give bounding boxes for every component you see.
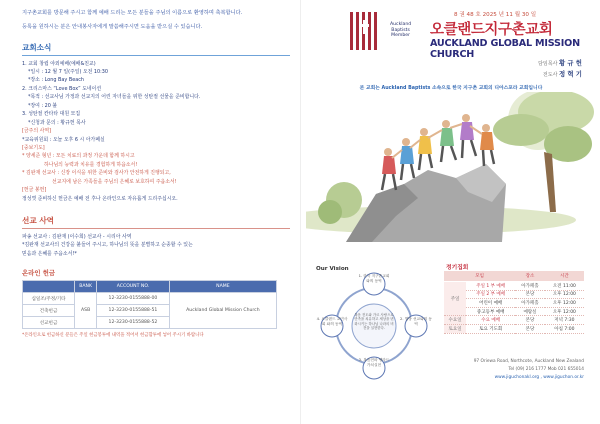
church-tagline: 본 교회는 Auckland Baptists 소속으로 한국 지구촌 교회의 디아스포라 교회입니다 (359, 86, 543, 91)
mission-section (22, 215, 290, 258)
baptists-line-3: Member (391, 33, 411, 38)
offering-account: 12-3230-0155888-52 (97, 317, 170, 329)
table-row (444, 324, 584, 333)
schedule-service: 토요 기도회 (466, 324, 515, 333)
offering-account: 12-3230-0155888-51 (97, 305, 170, 317)
offering-note: *온라인으로 헌금하신 분들은 주일 헌금봉투에 내역을 적어서 헌금함투에 넣어 주시기 바랍니다 (22, 333, 204, 339)
mission-line: 믿음과 은혜를 주옵소서!* (22, 250, 77, 257)
news-line: *장여 : 20 불 (28, 102, 58, 109)
climbing-team-illustration (306, 92, 596, 250)
welcome-line-1: 지구촌교회를 방문해 주시고 함께 예배 드리는 모든 분들을 주님의 이름으로 환영하며 축복합니다. (22, 10, 243, 16)
offering-header-blank (23, 281, 75, 293)
news-line: 2. 크리스마스 “Love Box” 도네이션 (22, 85, 102, 92)
church-address (474, 358, 584, 382)
news-line: *일시 : 12 월 7 일(주일) 오전 10:30 (28, 69, 109, 76)
issue-date: 8 권 48 호 2025 년 11 월 30 일 (454, 12, 537, 18)
schedule-day: 주일 (444, 282, 466, 316)
offering-table (22, 280, 277, 329)
schedule-time: 오후 12:00 (545, 307, 584, 316)
church-name-korean: 오클랜드지구촌교회 (430, 22, 553, 38)
news-line: [헌금 봉헌] (22, 187, 47, 194)
schedule-header-meeting: 모임 (444, 271, 515, 282)
table-row (444, 282, 584, 291)
news-line: [금주의 사역] (22, 128, 51, 135)
vision-center: 복음 전도와 가르 사랑으로 만족을 치유하고 세상을 변화시키는 하나님 나라의 비전을 실현한다. (354, 313, 394, 331)
news-line: 하나님의 능력과 치유를 경험하게 하옵소서! (44, 161, 138, 168)
mission-lines (22, 233, 290, 258)
news-section (22, 42, 290, 203)
lead-pastor (538, 58, 582, 69)
evangelist-name: 정 혁 기 (559, 70, 582, 79)
offering-account: 12-3230-0155888-00 (97, 293, 170, 305)
welcome-line-2: 등록을 원하시는 분은 안내봉사자에게 말씀해주시면 도움을 받으실 수 있습니다. (22, 23, 203, 30)
lead-pastor-label: 담임목사 (538, 61, 558, 67)
church-logo-icon (350, 12, 378, 50)
schedule-place: 아가페홀 (515, 282, 545, 291)
news-line: [중보기도] (22, 144, 45, 151)
offering-name: Auckland Global Mission Church (169, 293, 276, 329)
offering-header-account: ACCOUNT NO. (97, 281, 170, 293)
offering-header-row (23, 281, 277, 293)
vision-node-4: 4. 오클랜드 교민사회 와의 동역 (316, 317, 348, 326)
vision-node-2: 2. 열방 선교와의 동역 (400, 317, 432, 326)
evangelist (538, 69, 582, 80)
mission-line: 파송 선교사 : 김완재 (이수희) 선교사 - 시리아 사역 (22, 234, 132, 241)
fold-divider (300, 0, 301, 424)
news-rule (22, 55, 290, 56)
mission-title: 선교 사역 (22, 216, 54, 226)
schedule-time: 오후 12:00 (545, 299, 584, 308)
schedule-place: 본당 (515, 316, 545, 325)
table-row (444, 316, 584, 325)
news-line: *목적 : 선교사님 가정과 선교지의 어린 자녀들을 위한 성탄절 선물을 준비합니다. (28, 94, 201, 101)
news-line: *신청과 문의 : 황규헌 목사 (28, 119, 86, 126)
evangelist-label: 전도사 (542, 72, 558, 79)
news-line: 1. 교회 창립 야외예배(예배&친교) (22, 60, 96, 67)
schedule-time: 오후 12:00 (545, 290, 584, 299)
schedule-table (444, 271, 584, 334)
vision-node-3: 3. 복음전파 헬라드 가치실현 (358, 358, 390, 367)
offering-kind: 건축헌금 (23, 305, 75, 317)
mission-line: *김완재 선교사의 건강을 붙들어 주시고, 하나님의 뜻을 분별하고 순종할 수 있는 (22, 242, 193, 249)
pastor-info (538, 58, 582, 80)
news-line: 선교지에 남은 가족들을 주님의 은혜로 보호하여 주옵소서! (52, 178, 177, 185)
schedule-place: 아가페홀 (515, 299, 545, 308)
offering-bank: ASB (75, 293, 97, 329)
welcome-message (22, 10, 290, 32)
offering-kind: 십일조/주정/기타 (23, 293, 75, 305)
offering-title: 온라인 헌금 (22, 269, 56, 278)
news-line: 3. 성탄절 칸타타 대원 모집 (22, 111, 81, 118)
schedule-header-row (444, 271, 584, 282)
table-row (23, 293, 277, 305)
vision-title: Our Vision (316, 266, 349, 272)
schedule-service: 수요 예배 (466, 316, 515, 325)
schedule-day: 수요일 (444, 316, 466, 325)
news-line: *교육위원회 : 오늘 오후 6 시 아가페실 (22, 136, 105, 143)
left-panel (22, 10, 290, 338)
schedule-time: 오전 11:00 (545, 282, 584, 291)
news-line: * 김완재 선교사 : 신장 이식을 위한 준비와 검사가 안전하게 진행되고, (22, 170, 171, 177)
mission-rule (22, 228, 290, 229)
phone-line: Tel (09) 216 1777 Mob 021 655014 (508, 366, 584, 372)
schedule-time: 아침 7:00 (545, 324, 584, 333)
schedule-day: 토요일 (444, 324, 466, 333)
news-line: 정성껏 준비하신 헌금은 예배 전 후나 온라인으로 자유롭게 드리주십시오. (22, 195, 178, 202)
baptists-member-label (390, 22, 411, 39)
offering-kind: 선교헌금 (23, 317, 75, 329)
right-panel (306, 0, 596, 424)
schedule-place: 예람실 (515, 307, 545, 316)
lead-pastor-name: 황 규 헌 (559, 59, 582, 67)
news-title: 교회소식 (22, 42, 52, 52)
website-line[interactable]: www.jiguchonakl.org , www.jiguchon.or.kr (494, 374, 584, 380)
schedule-title: 정기집회 (446, 265, 469, 271)
schedule-place: 본당 (515, 324, 545, 333)
schedule-place: 본당 (515, 290, 545, 299)
news-line: * 양세준 형년 : 모든 치료의 과정 가운데 함께 하시고 (22, 153, 135, 160)
schedule-time: 저녁 7:30 (545, 316, 584, 325)
address-line: 97 Oriewa Road, Northcote, Auckland New Zealand (473, 359, 584, 364)
vision-node-1: 1. 한국 지구촌교회 와의 동역 (358, 274, 390, 283)
schedule-header-time: 시간 (545, 271, 584, 282)
news-line: *장소 : Long Bay Beach (28, 77, 84, 84)
baptists-line-1: Auckland (390, 22, 412, 27)
schedule-header-place: 장소 (515, 271, 545, 282)
offering-header-bank: BANK (75, 281, 97, 293)
baptists-line-2: Baptists (391, 27, 410, 33)
schedule-service: 중고등부 예배 (466, 307, 515, 316)
schedule-service: 주일 2 부 예배 (466, 290, 515, 299)
offering-header-name: NAME (169, 281, 276, 293)
news-lines (22, 60, 290, 203)
schedule-service: 주일 1 부 예배 (466, 282, 515, 291)
schedule-service: 어린이 예배 (466, 299, 515, 308)
church-name-english: AUCKLAND GLOBAL MISSION CHURCH (430, 38, 580, 60)
